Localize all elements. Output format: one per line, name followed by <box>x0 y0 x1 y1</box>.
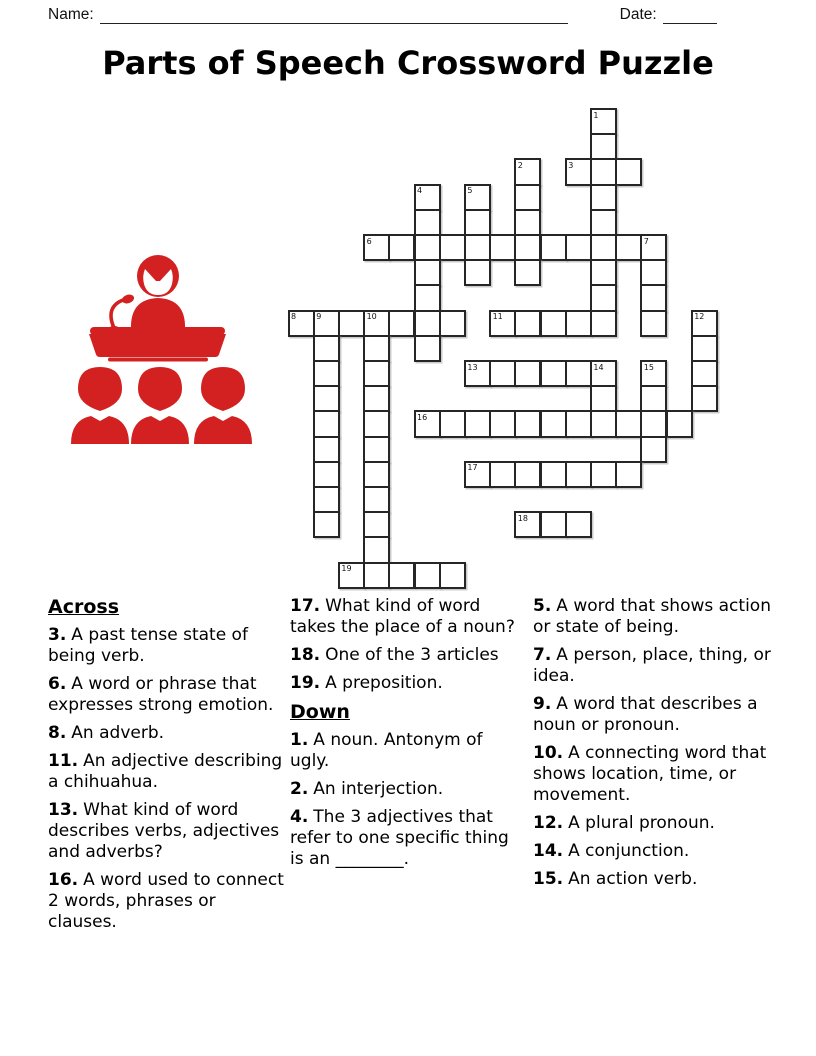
crossword-cell[interactable] <box>363 335 390 362</box>
crossword-cell[interactable] <box>489 234 516 261</box>
crossword-cell[interactable] <box>464 410 491 437</box>
cell-number: 6 <box>366 236 372 246</box>
crossword-cell[interactable] <box>615 234 642 261</box>
crossword-cell[interactable] <box>313 360 340 387</box>
crossword-cell[interactable] <box>565 310 592 337</box>
crossword-cell[interactable] <box>540 234 567 261</box>
clue-15: 15. An action verb. <box>533 869 698 889</box>
crossword-cell[interactable] <box>640 284 667 311</box>
crossword-cell[interactable] <box>363 562 390 589</box>
cell-number: 9 <box>316 312 322 322</box>
page-title: Parts of Speech Crossword Puzzle <box>102 44 714 82</box>
cell-number: 5 <box>467 186 473 196</box>
crossword-cell[interactable] <box>640 310 667 337</box>
clue-17: 17. What kind of word takes the place of a noun? <box>290 596 515 637</box>
crossword-cell[interactable] <box>691 385 718 412</box>
across-header: Across <box>48 596 120 618</box>
crossword-cell[interactable] <box>540 410 567 437</box>
crossword-cell[interactable] <box>615 410 642 437</box>
down-header: Down <box>290 701 350 723</box>
date-blank-line[interactable] <box>663 7 717 24</box>
crossword-cell[interactable] <box>313 486 340 513</box>
cell-number: 10 <box>366 312 377 322</box>
crossword-cell[interactable] <box>388 310 415 337</box>
clue-8: 8. An adverb. <box>48 723 165 743</box>
crossword-cell[interactable] <box>540 461 567 488</box>
crossword-cell[interactable] <box>363 310 390 337</box>
crossword-cell[interactable] <box>464 360 491 387</box>
crossword-cell[interactable] <box>388 234 415 261</box>
crossword-cell[interactable] <box>590 209 617 236</box>
cell-number: 19 <box>341 564 352 574</box>
crossword-cell[interactable] <box>565 360 592 387</box>
crossword-cell[interactable] <box>388 562 415 589</box>
crossword-cell[interactable] <box>666 410 693 437</box>
crossword-cell[interactable] <box>640 385 667 412</box>
crossword-cell[interactable] <box>414 410 441 437</box>
crossword-cell[interactable] <box>590 310 617 337</box>
clue-4: 4. The 3 adjectives that refer to one specific thing is an ________. <box>290 807 509 869</box>
crossword-cell[interactable] <box>615 461 642 488</box>
cell-number: 8 <box>291 312 297 322</box>
crossword-cell[interactable] <box>313 410 340 437</box>
header-row <box>48 6 770 24</box>
crossword-cell[interactable] <box>590 284 617 311</box>
crossword-cell[interactable] <box>363 511 390 538</box>
cell-number: 17 <box>467 463 478 473</box>
crossword-cell[interactable] <box>514 511 541 538</box>
clue-19: 19. A preposition. <box>290 673 443 693</box>
crossword-cell[interactable] <box>565 511 592 538</box>
crossword-cell[interactable] <box>313 461 340 488</box>
crossword-cell[interactable] <box>414 209 441 236</box>
crossword-cell[interactable] <box>414 259 441 286</box>
clue-16: 16. A word used to connect 2 words, phrases or clauses. <box>48 870 284 932</box>
clue-9: 9. A word that describes a noun or pronoun. <box>533 694 758 735</box>
crossword-cell[interactable] <box>414 284 441 311</box>
crossword-cell[interactable] <box>565 234 592 261</box>
date-label: Date: <box>619 6 657 23</box>
cell-number: 14 <box>593 362 604 372</box>
crossword-cell[interactable] <box>590 410 617 437</box>
crossword-cell[interactable] <box>414 310 441 337</box>
clue-14: 14. A conjunction. <box>533 841 690 861</box>
crossword-cell[interactable] <box>464 184 491 211</box>
crossword-cell[interactable] <box>691 335 718 362</box>
crossword-cell[interactable] <box>590 158 617 185</box>
cell-number: 11 <box>492 312 503 322</box>
clue-11: 11. An adjective describing a chihuahua. <box>48 751 283 792</box>
crossword-cell[interactable] <box>414 184 441 211</box>
clue-1: 1. A noun. Antonym of ugly. <box>290 730 483 771</box>
crossword-cell[interactable] <box>590 461 617 488</box>
crossword-cell[interactable] <box>363 486 390 513</box>
clue-column <box>290 596 521 877</box>
crossword-cell[interactable] <box>540 360 567 387</box>
crossword-cell[interactable] <box>540 511 567 538</box>
crossword-cell[interactable] <box>489 360 516 387</box>
cell-number: 16 <box>417 412 428 422</box>
crossword-cell[interactable] <box>414 562 441 589</box>
crossword-cell[interactable] <box>363 360 390 387</box>
crossword-cell[interactable] <box>514 410 541 437</box>
cell-number: 13 <box>467 362 478 372</box>
crossword-cell[interactable] <box>464 234 491 261</box>
crossword-cell[interactable] <box>590 234 617 261</box>
cell-number: 18 <box>517 513 528 523</box>
crossword-cell[interactable] <box>313 436 340 463</box>
crossword-cell[interactable] <box>691 310 718 337</box>
speaker-icon <box>89 255 226 362</box>
clue-13: 13. What kind of word describes verbs, adjectives and adverbs? <box>48 800 280 862</box>
crossword-cell[interactable] <box>363 536 390 563</box>
name-blank-line[interactable] <box>100 7 568 24</box>
crossword-cell[interactable] <box>514 360 541 387</box>
crossword-cell[interactable] <box>439 562 466 589</box>
clue-10: 10. A connecting word that shows location, time, or movement. <box>533 743 767 805</box>
crossword-cell[interactable] <box>313 385 340 412</box>
crossword-cell[interactable] <box>439 410 466 437</box>
crossword-cell[interactable] <box>363 234 390 261</box>
crossword-cell[interactable] <box>514 158 541 185</box>
crossword-cell[interactable] <box>414 234 441 261</box>
crossword-cell[interactable] <box>691 360 718 387</box>
clue-2: 2. An interjection. <box>290 779 444 799</box>
crossword-cell[interactable] <box>590 259 617 286</box>
cell-number: 7 <box>643 236 649 246</box>
cell-number: 3 <box>568 160 574 170</box>
crossword-cell[interactable] <box>514 310 541 337</box>
crossword-cell[interactable] <box>514 259 541 286</box>
crossword-cell[interactable] <box>640 410 667 437</box>
crossword-cell[interactable] <box>514 184 541 211</box>
clue-7: 7. A person, place, thing, or idea. <box>533 645 771 686</box>
cell-number: 4 <box>417 186 423 196</box>
crossword-cell[interactable] <box>590 108 617 135</box>
crossword-cell[interactable] <box>464 209 491 236</box>
speaker-podium-audience-illustration <box>53 243 268 455</box>
crossword-cell[interactable] <box>363 385 390 412</box>
crossword-cell[interactable] <box>640 360 667 387</box>
clue-6: 6. A word or phrase that expresses strong emotion. <box>48 674 274 715</box>
audience-icon <box>71 367 252 444</box>
crossword-cell[interactable] <box>514 209 541 236</box>
crossword-cell[interactable] <box>363 436 390 463</box>
clue-3: 3. A past tense state of being verb. <box>48 625 248 666</box>
crossword-cell[interactable] <box>363 461 390 488</box>
crossword-cell[interactable] <box>313 335 340 362</box>
crossword-cell[interactable] <box>640 234 667 261</box>
clue-column <box>533 596 776 897</box>
crossword-cell[interactable] <box>338 310 365 337</box>
crossword-cell[interactable] <box>439 310 466 337</box>
crossword-cell[interactable] <box>489 461 516 488</box>
crossword-cell[interactable] <box>288 310 315 337</box>
crossword-cell[interactable] <box>565 461 592 488</box>
crossword-cell[interactable] <box>363 410 390 437</box>
cell-number: 1 <box>593 110 599 120</box>
crossword-cell[interactable] <box>414 335 441 362</box>
crossword-cell[interactable] <box>313 511 340 538</box>
crossword-cell[interactable] <box>514 461 541 488</box>
crossword-cell[interactable] <box>540 310 567 337</box>
crossword-cell[interactable] <box>590 360 617 387</box>
crossword-cell[interactable] <box>464 461 491 488</box>
clue-5: 5. A word that shows action or state of being. <box>533 596 771 637</box>
crossword-cell[interactable] <box>640 436 667 463</box>
crossword-cell[interactable] <box>615 158 642 185</box>
crossword-cell[interactable] <box>514 234 541 261</box>
crossword-cell[interactable] <box>338 562 365 589</box>
clue-18: 18. One of the 3 articles <box>290 645 499 665</box>
crossword-cell[interactable] <box>590 385 617 412</box>
crossword-cell[interactable] <box>590 133 617 160</box>
cell-number: 15 <box>643 362 654 372</box>
crossword-cell[interactable] <box>590 184 617 211</box>
crossword-cell[interactable] <box>640 259 667 286</box>
crossword-cell[interactable] <box>489 410 516 437</box>
name-label: Name: <box>48 6 94 23</box>
clue-12: 12. A plural pronoun. <box>533 813 715 833</box>
crossword-cell[interactable] <box>565 158 592 185</box>
crossword-cell[interactable] <box>565 410 592 437</box>
cell-number: 2 <box>517 160 523 170</box>
crossword-cell[interactable] <box>439 234 466 261</box>
cell-number: 12 <box>694 312 705 322</box>
crossword-cell[interactable] <box>489 310 516 337</box>
clue-column <box>48 596 289 940</box>
crossword-cell[interactable] <box>313 310 340 337</box>
crossword-cell[interactable] <box>464 259 491 286</box>
